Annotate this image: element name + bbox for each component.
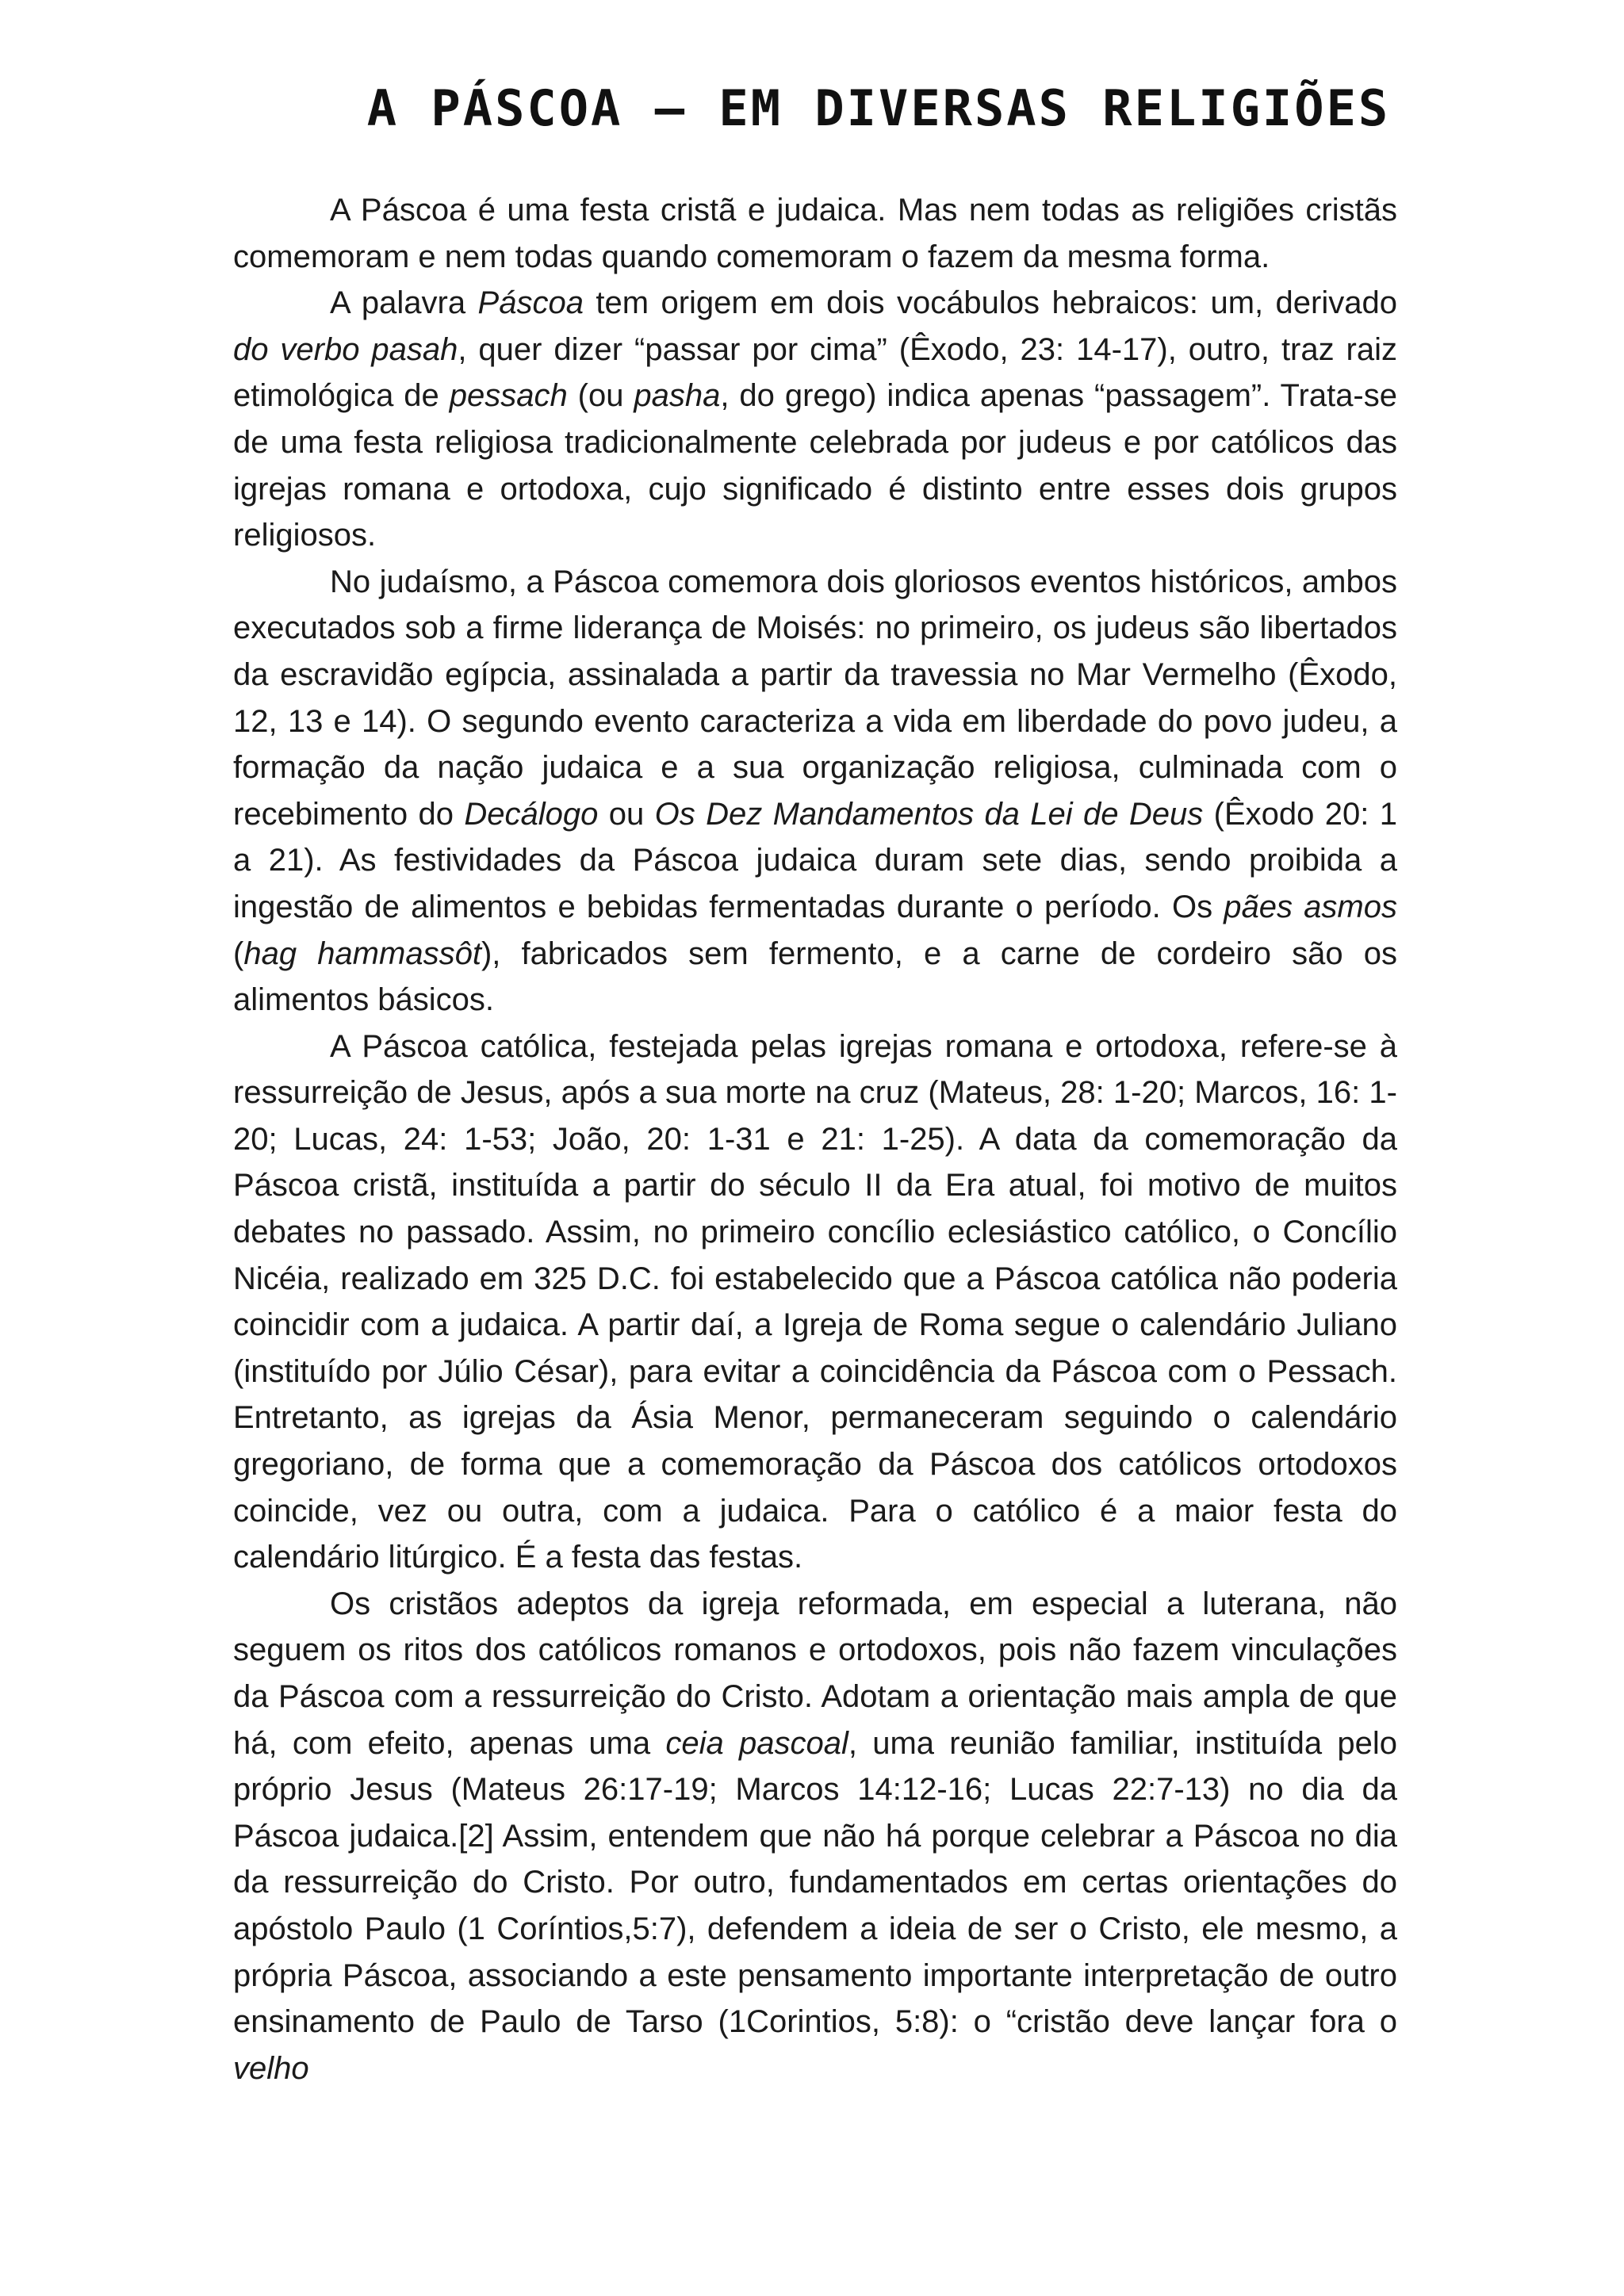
italic-term: Os Dez Mandamentos da Lei de Deus	[654, 796, 1204, 832]
text-run: A Páscoa é uma festa cristã e judaica. Mas nem todas as religiões cristãs comemoram e nem todas quando comemoram o fazem da mesma forma.	[233, 193, 1397, 274]
paragraph	[233, 280, 1397, 559]
text-run: Os cristãos adeptos da igreja reformada, em especial a luterana, não seguem os ritos dos católicos romanos e ortodoxos, pois não fazem vinculações da Páscoa com a ressurreição do Cristo. Adotam a orientação mais ampla de que há, com efeito, apenas uma	[233, 1586, 1397, 1761]
text-run: ), fabricados sem fermento, e a carne de cordeiro são os alimentos básicos.	[233, 936, 1397, 1018]
text-run: , quer dizer “passar por cima” (Êxodo, 23: 14-17), outro, traz raiz etimológica de	[233, 331, 1397, 414]
text-run: tem origem em dois vocábulos hebraicos: um, derivado	[583, 285, 1397, 321]
article-body	[233, 187, 1397, 2091]
page-title: A PÁSCOA – EM DIVERSAS RELIGIÕES	[366, 79, 1391, 137]
paragraph	[233, 559, 1397, 1024]
paragraph	[233, 1581, 1397, 2092]
text-run: (	[233, 936, 244, 971]
italic-term: pasha	[634, 378, 721, 414]
text-run: No judaísmo, a Páscoa comemora dois gloriosos eventos históricos, ambos executados sob a firme liderança de Moisés: no primeiro, os judeus são libertados da escravidão egípcia, assinalada a partir da travessia no Mar Vermelho (Êxodo, 12, 13 e 14). O segundo evento caracteriza a vida em liberdade do povo judeu, a formação da nação judaica e a sua organização religiosa, culminada com o recebimento do	[233, 564, 1397, 832]
italic-term: pães asmos	[1224, 889, 1397, 924]
paragraph	[233, 187, 1397, 280]
italic-term: pessach	[449, 378, 568, 414]
italic-term: ceia pascoal	[665, 1725, 848, 1761]
text-run: , uma reunião familiar, instituída pelo próprio Jesus (Mateus 26:17-19; Marcos 14:12-16; Lucas 22:7-13) no dia da Páscoa judaica.[2] Assim, entendem que não há porque celebrar a Páscoa no dia da ressurreição do Cristo. Por outro, fundamentados em certas orientações do apóstolo Paulo (1 Coríntios,5:7), defendem a ideia de ser o Cristo, ele mesmo, a própria Páscoa, associando a este pensamento importante interpretação de outro ensinamento de Paulo de Tarso (1Corintios, 5:8): o “cristão deve lançar fora o	[233, 1725, 1397, 2040]
text-run: A Páscoa católica, festejada pelas igrejas romana e ortodoxa, refere-se à ressurreição de Jesus, após a sua morte na cruz (Mateus, 28: 1-20; Marcos, 16: 1-20; Lucas, 24: 1-53; João, 20: 1-31 e 21: 1-25). A data da comemoração da Páscoa cristã, instituída a partir do século II da Era atual, foi motivo de muitos debates no passado. Assim, no primeiro concílio eclesiástico católico, o Concílio Nicéia, realizado em 325 D.C. foi estabelecido que a Páscoa católica não poderia coincidir com a judaica. A partir daí, a Igreja de Roma segue o calendário Juliano (instituído por Júlio César), para evitar a coincidência da Páscoa com o Pessach. Entretanto, as igrejas da Ásia Menor, permaneceram seguindo o calendário gregoriano, de forma que a comemoração da Páscoa dos católicos ortodoxos coincide, vez ou outra, com a judaica. Para o católico é a maior festa do calendário litúrgico. É a festa das festas.	[233, 1028, 1397, 1575]
italic-term: hag hammassôt	[243, 936, 481, 971]
italic-term: Páscoa	[477, 285, 584, 321]
paragraph	[233, 1024, 1397, 1581]
italic-term: do verbo pasah	[233, 331, 458, 367]
text-run: (ou	[567, 378, 634, 414]
text-run: A palavra	[330, 285, 478, 321]
text-run: ou	[598, 796, 655, 832]
italic-term: velho	[233, 2050, 309, 2086]
text-run: (Êxodo 20: 1 a 21). As festividades da Páscoa judaica duram sete dias, sendo proibida a ingestão de alimentos e bebidas fermentadas durante o período. Os	[233, 796, 1397, 924]
italic-term: Decálogo	[464, 796, 599, 832]
text-run: , do grego) indica apenas “passagem”. Trata-se de uma festa religiosa tradicionalmente celebrada por judeus e por católicos das igrejas romana e ortodoxa, cujo significado é distinto entre esses dois grupos religiosos.	[233, 378, 1398, 553]
